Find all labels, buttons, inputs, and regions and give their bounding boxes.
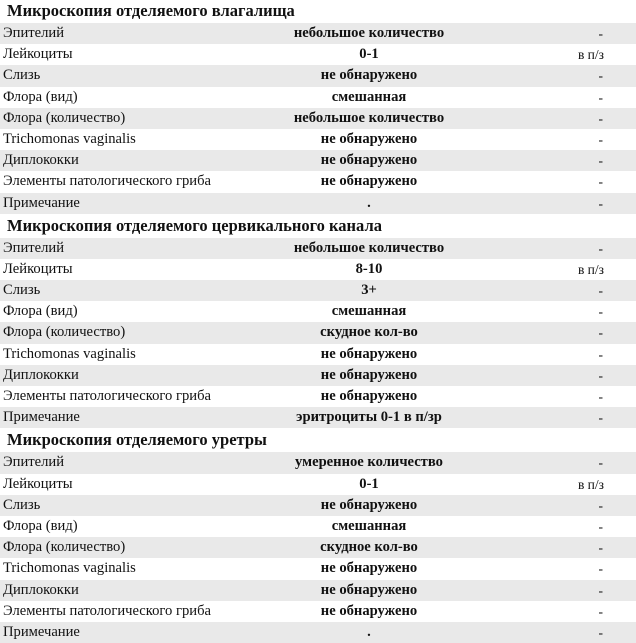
table-row <box>0 601 636 622</box>
table-row <box>0 495 636 516</box>
row-unit: - <box>598 195 603 211</box>
row-value: небольшое количество <box>293 239 445 256</box>
row-name: Элементы патологического гриба <box>3 602 211 619</box>
row-unit: - <box>598 240 603 256</box>
row-name: Флора (вид) <box>3 517 78 534</box>
row-unit: - <box>598 561 603 577</box>
table-row <box>0 474 636 495</box>
table-row <box>0 65 636 86</box>
row-unit: - <box>598 325 603 341</box>
table-row <box>0 259 636 280</box>
row-value: 8-10 <box>355 260 383 277</box>
table-row <box>0 171 636 192</box>
row-name: Лейкоциты <box>3 475 73 492</box>
row-value: 3+ <box>361 282 377 299</box>
row-unit: - <box>598 346 603 362</box>
table-row <box>0 622 636 643</box>
row-value: не обнаружено <box>320 496 418 513</box>
row-value: не обнаружено <box>320 560 418 577</box>
row-name: Флора (вид) <box>3 303 78 320</box>
row-name: Примечание <box>3 194 80 211</box>
row-value: не обнаружено <box>320 152 418 169</box>
row-name: Лейкоциты <box>3 260 73 277</box>
row-unit: - <box>598 455 603 471</box>
table-row <box>0 516 636 537</box>
row-name: Примечание <box>3 409 80 426</box>
row-unit: - <box>598 131 603 147</box>
row-value: не обнаружено <box>320 67 418 84</box>
row-unit: - <box>598 283 603 299</box>
row-value: небольшое количество <box>293 109 445 126</box>
row-name: Слизь <box>3 496 41 513</box>
row-unit: - <box>598 174 603 190</box>
row-unit: - <box>598 624 603 640</box>
row-value: смешанная <box>331 303 407 320</box>
table-row <box>0 150 636 171</box>
row-value: не обнаружено <box>320 388 418 404</box>
row-value: не обнаружено <box>320 345 418 362</box>
row-name: Диплококки <box>3 152 79 169</box>
row-unit: - <box>598 89 603 105</box>
row-name: Trichomonas vaginalis <box>3 345 136 362</box>
row-value: не обнаружено <box>320 130 418 147</box>
table-row <box>0 537 636 558</box>
row-unit: - <box>598 367 603 383</box>
row-name: Лейкоциты <box>3 46 73 63</box>
row-unit: - <box>598 26 603 41</box>
row-value: смешанная <box>331 88 407 105</box>
row-unit: в п/з <box>577 476 604 492</box>
row-name: Эпителий <box>3 25 65 41</box>
row-unit: - <box>598 518 603 534</box>
row-name: Диплококки <box>3 581 79 598</box>
row-value: 0-1 <box>359 475 379 492</box>
table-row <box>0 193 636 214</box>
row-name: Флора (количество) <box>3 109 126 126</box>
table-row <box>0 365 636 386</box>
row-name: Эпителий <box>3 454 65 471</box>
row-name: Элементы патологического гриба <box>3 388 211 404</box>
table-row <box>0 386 636 407</box>
row-unit: - <box>598 153 603 169</box>
row-unit: - <box>598 304 603 320</box>
row-name: Примечание <box>3 623 80 640</box>
row-value: не обнаружено <box>320 602 418 619</box>
section-title: Микроскопия отделяемого влагалища <box>7 1 295 20</box>
row-unit: в п/з <box>577 47 604 63</box>
section-cervical <box>0 214 636 429</box>
row-value: не обнаружено <box>320 581 418 598</box>
row-name: Эпителий <box>3 239 65 256</box>
row-name: Слизь <box>3 282 41 299</box>
table-row <box>0 108 636 129</box>
row-unit: - <box>598 68 603 84</box>
row-unit: - <box>598 603 603 619</box>
section-urethral <box>0 428 636 643</box>
table-row <box>0 301 636 322</box>
row-name: Флора (вид) <box>3 88 78 105</box>
section-title: Микроскопия отделяемого цервикального канала <box>7 215 382 235</box>
row-value: скудное кол-во <box>320 324 418 341</box>
table-row <box>0 452 636 473</box>
row-name: Диплококки <box>3 366 79 383</box>
row-unit: - <box>598 410 603 426</box>
row-value: не обнаружено <box>320 366 418 383</box>
row-value: . <box>367 194 371 211</box>
row-name: Флора (количество) <box>3 539 126 556</box>
row-name: Trichomonas vaginalis <box>3 560 136 577</box>
row-value: смешанная <box>331 517 407 534</box>
table-row <box>0 129 636 150</box>
table-row <box>0 344 636 365</box>
table-row <box>0 558 636 579</box>
row-name: Trichomonas vaginalis <box>3 130 136 147</box>
row-unit: - <box>598 540 603 556</box>
row-value: эритроциты 0-1 в п/зр <box>296 409 442 426</box>
row-name: Слизь <box>3 67 41 84</box>
table-row <box>0 238 636 259</box>
section-title: Микроскопия отделяемого уретры <box>7 430 267 450</box>
row-value: . <box>367 623 371 640</box>
table-row <box>0 23 636 44</box>
table-row <box>0 44 636 65</box>
table-row <box>0 322 636 343</box>
table-row <box>0 580 636 601</box>
table-row <box>0 87 636 108</box>
table-row <box>0 280 636 301</box>
row-unit: - <box>598 497 603 513</box>
table-row <box>0 407 636 428</box>
row-value: не обнаружено <box>320 173 418 190</box>
row-name: Флора (количество) <box>3 324 126 341</box>
section-vaginal <box>0 1 636 214</box>
row-value: 0-1 <box>359 46 379 63</box>
row-unit: - <box>598 110 603 126</box>
row-name: Элементы патологического гриба <box>3 173 211 190</box>
row-value: скудное кол-во <box>320 539 418 556</box>
row-unit: - <box>598 582 603 598</box>
row-value: умеренное количество <box>295 454 443 471</box>
row-value: небольшое количество <box>293 25 445 41</box>
row-unit: - <box>598 389 603 404</box>
row-unit: в п/з <box>577 261 604 277</box>
